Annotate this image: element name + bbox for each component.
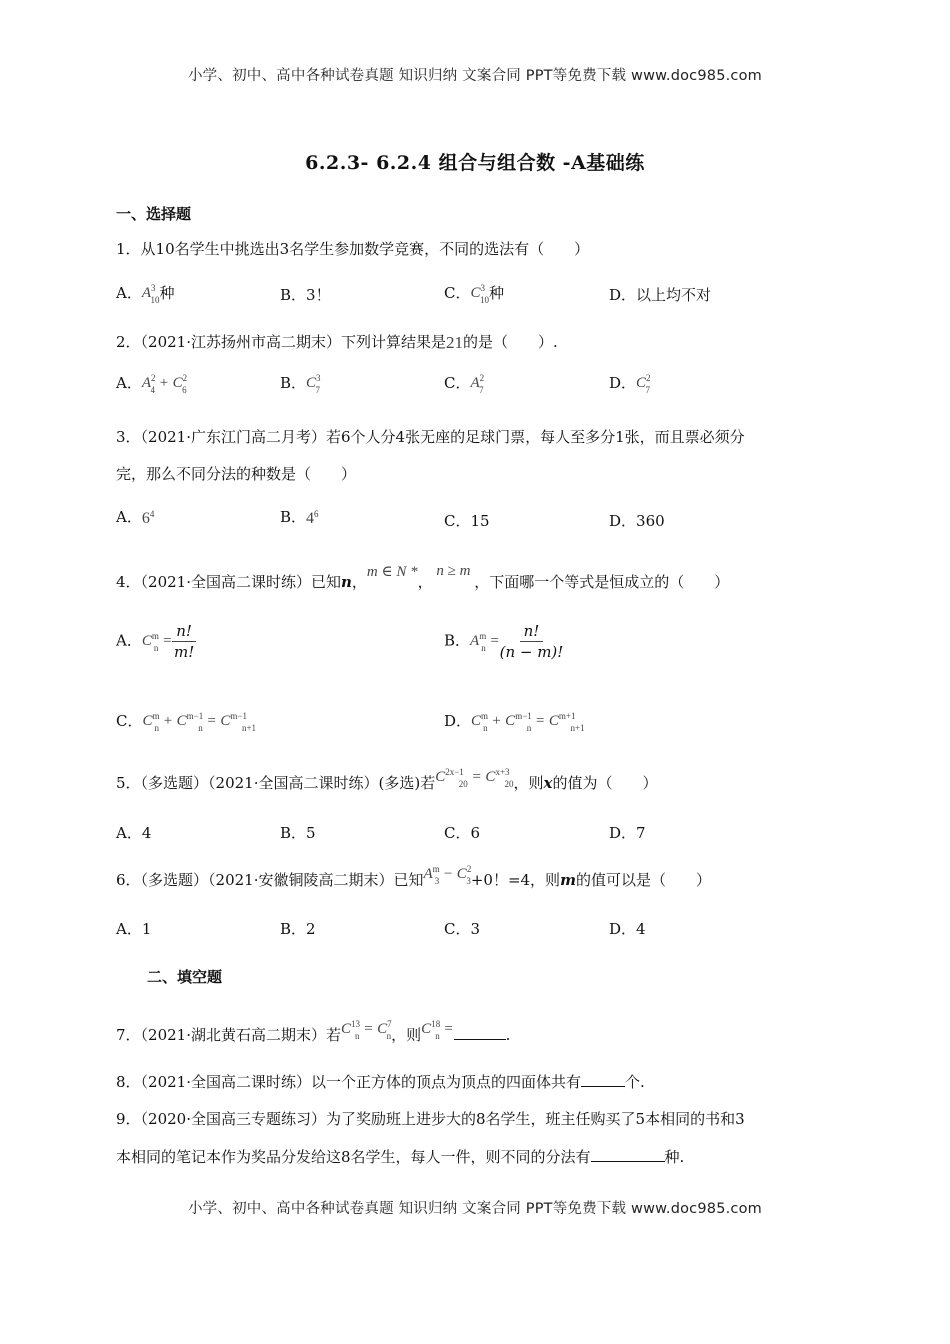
option-label: B．	[280, 508, 307, 526]
option-label: B．	[280, 286, 307, 304]
stem-text: 本相同的笔记本作为奖品分发给这8名学生，每人一件，则不同的分法有	[116, 1148, 591, 1166]
q5-option-c: C．6	[444, 824, 481, 842]
option-text: 种	[489, 284, 505, 302]
math-c7-3: $C^3_7$	[306, 373, 321, 395]
q1-option-b	[280, 284, 331, 305]
option-text: 360	[636, 512, 665, 530]
option-text: 以上均不对	[636, 286, 712, 304]
math-cn18: $C^{18}_n$ =	[421, 1019, 454, 1041]
q1-option-a	[116, 282, 175, 305]
footer-banner: 小学、初中、高中各种试卷真题 知识归纳 文案合同 PPT等免费下载 www.doc985.com	[187, 1201, 763, 1217]
math-c20-equation: $C^{2x-1}_{20} = C^{x+3}_{20}$	[435, 767, 514, 789]
header-banner: 小学、初中、高中各种试卷真题 知识归纳 文案合同 PPT等免费下载 www.doc985.com	[187, 68, 763, 84]
math-fraction: $\frac{n!}{(n - m)!}$	[499, 622, 564, 661]
q1-option-d	[609, 284, 711, 305]
q4-option-b	[444, 622, 563, 661]
stem-text: 种.	[664, 1148, 685, 1166]
option-label: D．	[444, 712, 472, 730]
q5-option-b: B．5	[280, 824, 316, 842]
option-label: A．	[116, 508, 142, 526]
stem-text: ，则	[513, 774, 544, 792]
question-2-stem	[116, 331, 558, 353]
stem-text: +0！=4，则	[470, 871, 561, 889]
option-label: A．	[116, 374, 142, 392]
math-value: 21	[446, 333, 463, 352]
stem-text: ，则	[391, 1026, 422, 1044]
stem-text: 的值为（ ）	[552, 774, 658, 792]
q2-option-c	[444, 372, 484, 395]
q4-option-a	[116, 622, 196, 661]
math-cn13-eq-cn7: $C^{13}_n = C^7_n$	[341, 1019, 392, 1041]
answer-blank[interactable]	[591, 1147, 665, 1162]
stem-text: ，下面哪一个等式是恒成立的（ ）	[474, 573, 730, 591]
q6-option-b: B．2	[280, 920, 316, 938]
q2-option-a	[116, 372, 187, 395]
option-label: D．	[609, 286, 637, 304]
q3-option-b	[280, 506, 319, 528]
q3-option-a	[116, 506, 154, 528]
q4-option-d	[444, 710, 585, 733]
math-6-pow-4: $6^4$	[141, 508, 155, 527]
math-c-10-3: $C^3_{10}$	[470, 283, 489, 305]
stem-text: 个.	[625, 1073, 645, 1091]
option-label: C．	[444, 374, 471, 392]
option-text: 3！	[306, 286, 331, 304]
option-label: C．	[444, 284, 471, 302]
math-pascal-c: $C^m_n + C^{m-1}_n = C^{m-1}_{n+1}$	[142, 711, 257, 733]
math-a-formula: $A^m_n$ =	[470, 630, 500, 653]
q4-option-c	[116, 710, 256, 733]
option-text: 15	[470, 512, 490, 530]
var-n: n	[341, 573, 352, 591]
math-a3m-minus-c3-2: $A^m_3 - C^2_3$	[423, 864, 472, 886]
section-heading-fill: 二、填空题	[147, 968, 223, 986]
math-fraction: $\frac{n!}{m!}$	[173, 622, 195, 661]
option-text: 种	[159, 284, 175, 302]
math-c-formula: $C^m_n$ =	[141, 630, 173, 653]
q5-option-a: A．4	[116, 824, 152, 842]
q2-option-b	[280, 372, 320, 395]
option-label: D．	[609, 374, 637, 392]
stem-text: 6．（多选题）（2021·安徽铜陵高二期末）已知	[116, 871, 424, 889]
answer-blank[interactable]	[581, 1072, 625, 1087]
question-6-stem	[116, 864, 711, 892]
question-7-stem	[116, 1019, 511, 1047]
q6-option-d: D．4	[609, 920, 646, 938]
option-label: A．	[116, 284, 142, 302]
q2-option-d	[609, 372, 650, 395]
section-heading-choice: 一、选择题	[116, 205, 192, 223]
q6-option-a: A．1	[116, 920, 152, 938]
question-1-stem: 1．从10名学生中挑选出3名学生参加数学竞赛，不同的选法有（ ）	[116, 240, 590, 258]
stem-text: 8．（2021·全国高二课时练）以一个正方体的顶点为顶点的四面体共有	[116, 1073, 581, 1091]
question-3-stem-line2: 完，那么不同分法的种数是（ ）	[116, 465, 357, 483]
math-c7-2: $C^2_7$	[636, 373, 651, 395]
stem-text: 2．（2021·江苏扬州市高二期末）下列计算结果是	[116, 333, 446, 351]
option-label: C．	[116, 712, 143, 730]
math-a-10-3: $A^3_{10}$	[141, 283, 160, 305]
math-a4-2-plus-c6-2: $A^2_4 + C^2_6$	[141, 373, 188, 395]
option-label: B．	[280, 374, 307, 392]
question-8-stem	[116, 1071, 645, 1092]
question-3-stem-line1: 3．（2021·广东江门高二月考）若6个人分4张无座的足球门票，每人至多分1张，而且票必须分	[116, 428, 745, 446]
stem-text: .	[505, 1026, 511, 1044]
question-9-stem-line2	[116, 1146, 684, 1167]
question-9-stem-line1: 9．（2020·全国高三专题练习）为了奖励班上进步大的8名学生，班主任购买了5本相同的书和3	[116, 1110, 745, 1128]
math-4-pow-6: $4^6$	[306, 508, 319, 527]
question-5-stem	[116, 767, 658, 795]
question-4-stem: 4．（2021·全国高二课时练）已知n，m ∈ N *， n ≥ m ，下面哪一个等式是恒成立的（ ）	[116, 562, 730, 591]
math-a7-2: $A^2_7$	[470, 373, 485, 395]
page-title: 6.2.3- 6.2.4 组合与组合数 -A基础练	[305, 152, 645, 174]
stem-text: 的是（ ）.	[463, 333, 558, 351]
q5-option-d: D．7	[609, 824, 646, 842]
math-pascal-d: $C^m_n + C^{m-1}_n = C^{m+1}_{n+1}$	[471, 711, 585, 733]
var-x: x	[543, 774, 553, 792]
q1-option-c	[444, 282, 504, 305]
option-label: C．	[444, 512, 471, 530]
stem-text: 7．（2021·湖北黄石高二期末）若	[116, 1026, 341, 1044]
stem-text: 5．（多选题）（2021·全国高二课时练）(多选)若	[116, 774, 436, 792]
var-m: m	[560, 871, 576, 889]
stem-text: 4．（2021·全国高二课时练）已知	[116, 573, 341, 591]
option-label: B．	[444, 631, 471, 650]
stem-text: 的值可以是（ ）	[575, 871, 711, 889]
math-n-ge-m: n ≥ m	[432, 562, 475, 579]
q3-option-d	[609, 510, 665, 531]
math-m-in-nstar: m ∈ N *	[366, 563, 418, 580]
answer-blank[interactable]	[454, 1025, 506, 1040]
q3-option-c	[444, 510, 490, 531]
option-label: A．	[116, 631, 142, 650]
option-label: D．	[609, 512, 637, 530]
q6-option-c: C．3	[444, 920, 481, 938]
